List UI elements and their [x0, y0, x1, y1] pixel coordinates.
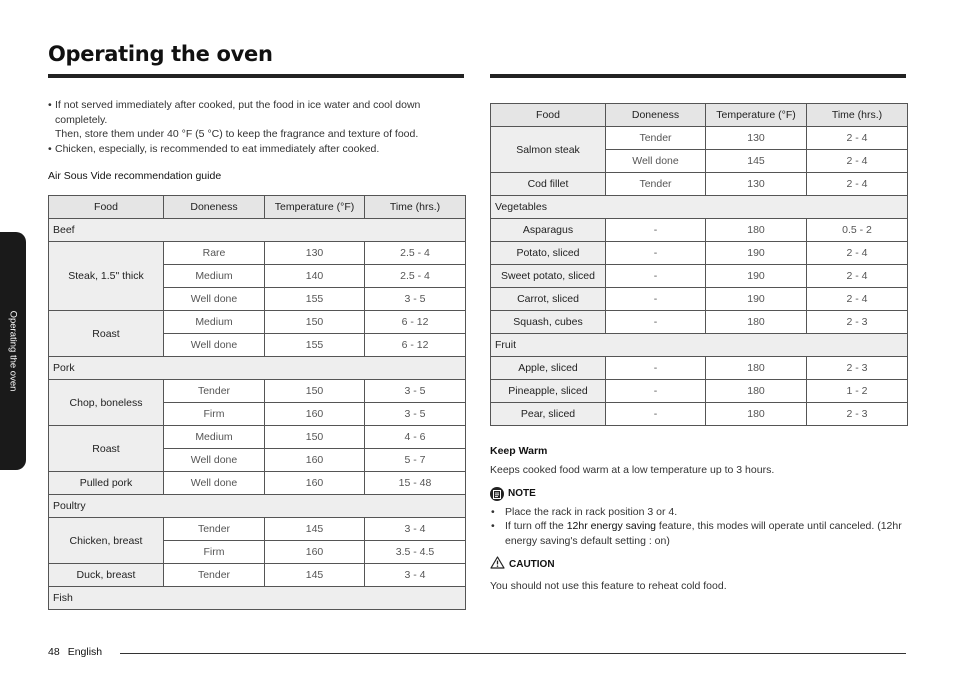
doneness-cell: Well done — [164, 334, 265, 357]
side-tab-label: Operating the oven — [7, 310, 19, 392]
time-cell: 4 - 6 — [365, 426, 466, 449]
doneness-cell: - — [606, 403, 706, 426]
category-cell: Fruit — [491, 334, 908, 357]
temperature-cell: 180 — [706, 403, 807, 426]
time-cell: 3 - 5 — [365, 380, 466, 403]
category-cell: Beef — [49, 219, 466, 242]
header-time: Time (hrs.) — [365, 196, 466, 219]
header-food: Food — [491, 104, 606, 127]
guide-title: Air Sous Vide recommendation guide — [48, 170, 222, 182]
category-cell: Vegetables — [491, 196, 908, 219]
time-cell: 3 - 4 — [365, 564, 466, 587]
time-cell: 2 - 4 — [807, 242, 908, 265]
category-row — [49, 587, 466, 610]
table-row — [491, 403, 908, 426]
table-row — [491, 127, 908, 150]
header-doneness: Doneness — [164, 196, 265, 219]
temperature-cell: 160 — [265, 541, 365, 564]
temperature-cell: 150 — [265, 380, 365, 403]
note-icon — [490, 487, 504, 501]
note-item-1: • Place the rack in rack position 3 or 4. — [490, 505, 906, 520]
note-label: NOTE — [508, 488, 536, 499]
time-cell: 2 - 3 — [807, 403, 908, 426]
doneness-cell: Firm — [164, 541, 265, 564]
table-row — [491, 173, 908, 196]
table-row — [49, 426, 466, 449]
doneness-cell: Well done — [164, 472, 265, 495]
doneness-cell: Rare — [164, 242, 265, 265]
time-cell: 3 - 5 — [365, 288, 466, 311]
time-cell: 6 - 12 — [365, 334, 466, 357]
sous-vide-table-left — [48, 195, 466, 610]
food-cell: Roast — [49, 426, 164, 472]
food-cell: Chop, boneless — [49, 380, 164, 426]
time-cell: 2 - 4 — [807, 288, 908, 311]
sous-vide-table-right — [490, 103, 908, 426]
time-cell: 3.5 - 4.5 — [365, 541, 466, 564]
time-cell: 3 - 4 — [365, 518, 466, 541]
time-cell: 2 - 4 — [807, 265, 908, 288]
food-cell: Chicken, breast — [49, 518, 164, 564]
intro-bullet-1-text-a: If not served immediately after cooked, put the food in ice water and cool down completely. — [55, 99, 421, 126]
doneness-cell: Well done — [606, 150, 706, 173]
note-item-2-suffix: feature, this modes will operate until canceled. (12hr energy saving's default setting : on) — [505, 520, 902, 547]
temperature-cell: 160 — [265, 472, 365, 495]
header-food: Food — [49, 196, 164, 219]
doneness-cell: Tender — [164, 564, 265, 587]
doneness-cell: Tender — [164, 518, 265, 541]
language-label: English — [67, 646, 103, 658]
intro-bullet-2: • Chicken, especially, is recommended to eat immediately after cooked. — [48, 142, 464, 157]
time-cell: 1 - 2 — [807, 380, 908, 403]
food-cell: Pulled pork — [49, 472, 164, 495]
temperature-cell: 180 — [706, 219, 807, 242]
category-row — [49, 219, 466, 242]
temperature-cell: 180 — [706, 311, 807, 334]
category-row — [491, 196, 908, 219]
keep-warm-text: Keeps cooked food warm at a low temperature up to 3 hours. — [490, 463, 775, 476]
food-cell: Duck, breast — [49, 564, 164, 587]
table-header-row — [491, 104, 908, 127]
time-cell: 2 - 4 — [807, 150, 908, 173]
table-row — [49, 518, 466, 541]
temperature-cell: 145 — [706, 150, 807, 173]
caution-heading — [490, 556, 906, 575]
temperature-cell: 155 — [265, 288, 365, 311]
table-header-row — [49, 196, 466, 219]
food-cell: Sweet potato, sliced — [491, 265, 606, 288]
doneness-cell: Tender — [606, 127, 706, 150]
time-cell: 2 - 3 — [807, 311, 908, 334]
note-list — [490, 505, 906, 549]
temperature-cell: 150 — [265, 311, 365, 334]
temperature-cell: 155 — [265, 334, 365, 357]
intro-bullet-1 — [48, 98, 464, 142]
category-cell: Fish — [49, 587, 466, 610]
doneness-cell: - — [606, 288, 706, 311]
note-item-2 — [490, 519, 906, 548]
category-row — [491, 334, 908, 357]
table-row — [491, 380, 908, 403]
food-cell: Pear, sliced — [491, 403, 606, 426]
page-title: Operating the oven — [48, 42, 273, 66]
warning-triangle-icon — [490, 556, 505, 575]
doneness-cell: - — [606, 357, 706, 380]
time-cell: 2 - 4 — [807, 173, 908, 196]
time-cell: 3 - 5 — [365, 403, 466, 426]
header-temperature: Temperature (°F) — [706, 104, 807, 127]
doneness-cell: Medium — [164, 311, 265, 334]
time-cell: 15 - 48 — [365, 472, 466, 495]
doneness-cell: Firm — [164, 403, 265, 426]
doneness-cell: Tender — [606, 173, 706, 196]
footer-rule — [120, 653, 906, 654]
side-chapter-tab[interactable] — [0, 232, 26, 470]
table-row — [49, 472, 466, 495]
table-row — [49, 564, 466, 587]
table-row — [491, 265, 908, 288]
temperature-cell: 130 — [706, 173, 807, 196]
doneness-cell: - — [606, 311, 706, 334]
temperature-cell: 145 — [265, 564, 365, 587]
category-cell: Pork — [49, 357, 466, 380]
temperature-cell: 190 — [706, 265, 807, 288]
header-doneness: Doneness — [606, 104, 706, 127]
header-time: Time (hrs.) — [807, 104, 908, 127]
food-cell: Apple, sliced — [491, 357, 606, 380]
title-rule-right — [490, 74, 906, 78]
food-cell: Carrot, sliced — [491, 288, 606, 311]
doneness-cell: - — [606, 380, 706, 403]
table-row — [49, 380, 466, 403]
energy-saving-term: 12hr energy saving — [566, 520, 656, 532]
time-cell: 2.5 - 4 — [365, 242, 466, 265]
food-cell: Cod fillet — [491, 173, 606, 196]
notes-section — [490, 444, 906, 593]
doneness-cell: - — [606, 265, 706, 288]
doneness-cell: Medium — [164, 265, 265, 288]
note-item-2-prefix: If turn off the — [505, 520, 567, 532]
time-cell: 0.5 - 2 — [807, 219, 908, 242]
temperature-cell: 160 — [265, 403, 365, 426]
doneness-cell: Well done — [164, 449, 265, 472]
table-row — [491, 357, 908, 380]
category-cell: Poultry — [49, 495, 466, 518]
doneness-cell: - — [606, 219, 706, 242]
page-footer — [48, 646, 102, 658]
food-cell: Roast — [49, 311, 164, 357]
doneness-cell: - — [606, 242, 706, 265]
temperature-cell: 160 — [265, 449, 365, 472]
table-row — [491, 288, 908, 311]
temperature-cell: 150 — [265, 426, 365, 449]
note-heading — [490, 487, 906, 502]
temperature-cell: 145 — [265, 518, 365, 541]
food-cell: Asparagus — [491, 219, 606, 242]
time-cell: 6 - 12 — [365, 311, 466, 334]
time-cell: 5 - 7 — [365, 449, 466, 472]
table-row — [49, 311, 466, 334]
time-cell: 2 - 3 — [807, 357, 908, 380]
food-cell: Pineapple, sliced — [491, 380, 606, 403]
doneness-cell: Tender — [164, 380, 265, 403]
temperature-cell: 180 — [706, 357, 807, 380]
temperature-cell: 140 — [265, 265, 365, 288]
doneness-cell: Well done — [164, 288, 265, 311]
temperature-cell: 180 — [706, 380, 807, 403]
time-cell: 2.5 - 4 — [365, 265, 466, 288]
food-cell: Potato, sliced — [491, 242, 606, 265]
food-cell: Steak, 1.5" thick — [49, 242, 164, 311]
food-cell: Squash, cubes — [491, 311, 606, 334]
title-rule-left — [48, 74, 464, 78]
temperature-cell: 130 — [265, 242, 365, 265]
table-row — [491, 219, 908, 242]
caution-label: CAUTION — [509, 559, 555, 570]
table-row — [491, 311, 908, 334]
table-row — [49, 242, 466, 265]
page-number: 48 — [48, 646, 60, 658]
category-row — [49, 495, 466, 518]
table-row — [491, 242, 908, 265]
header-temperature: Temperature (°F) — [265, 196, 365, 219]
time-cell: 2 - 4 — [807, 127, 908, 150]
temperature-cell: 130 — [706, 127, 807, 150]
intro-section — [48, 98, 464, 184]
temperature-cell: 190 — [706, 242, 807, 265]
category-row — [49, 357, 466, 380]
keep-warm-title: Keep Warm — [490, 445, 548, 457]
intro-bullet-1-text-b: Then, store them under 40 °F (5 °C) to keep the fragrance and texture of food. — [55, 128, 419, 140]
temperature-cell: 190 — [706, 288, 807, 311]
doneness-cell: Medium — [164, 426, 265, 449]
food-cell: Salmon steak — [491, 127, 606, 173]
caution-text: You should not use this feature to reheat cold food. — [490, 579, 727, 592]
